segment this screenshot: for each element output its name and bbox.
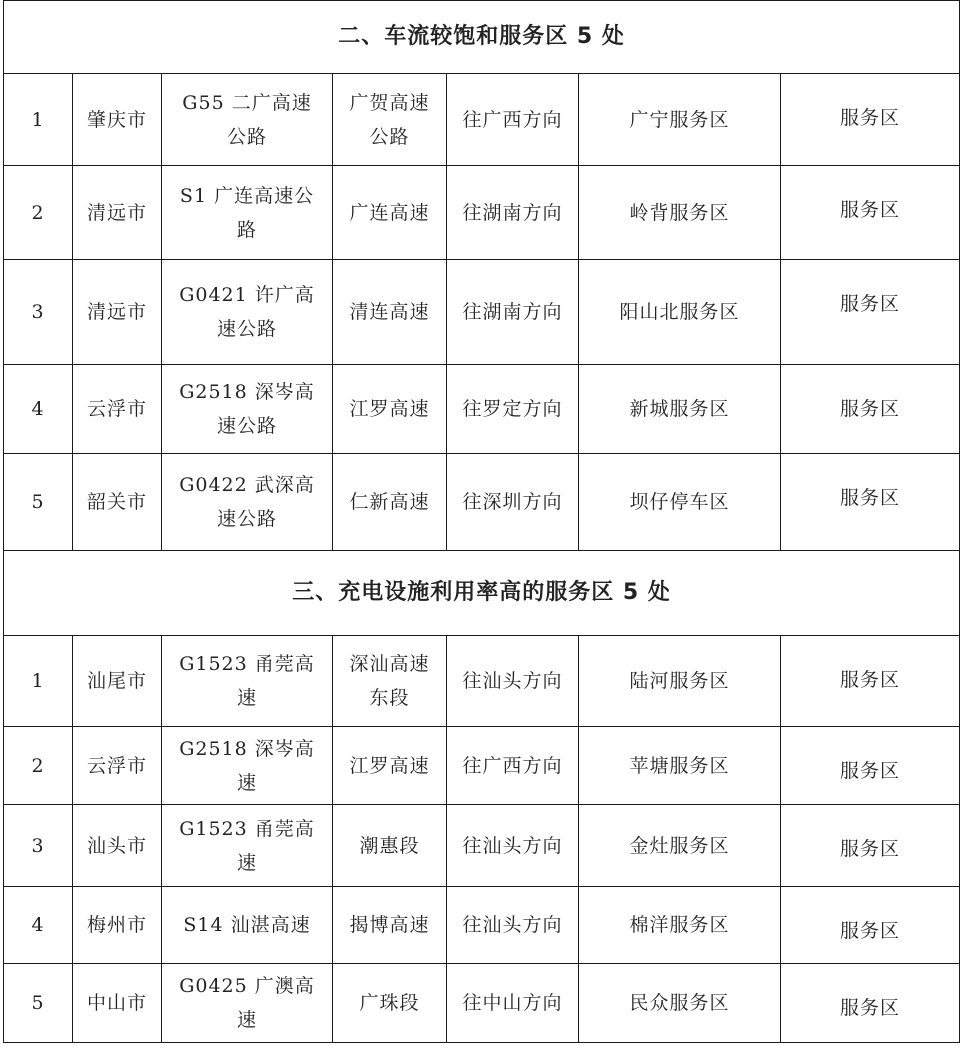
cell-no: 2 (4, 727, 73, 805)
cell-type: 服务区 (781, 365, 960, 454)
cell-type: 服务区 (781, 74, 960, 166)
cell-type: 服务区 (781, 887, 960, 964)
cell-road-text: S14 汕湛高速 (183, 914, 311, 936)
cell-city: 肇庆市 (73, 74, 162, 166)
cell-city: 梅州市 (73, 887, 162, 964)
cell-segment-text: 江罗高速 (349, 754, 430, 777)
section-title: 三、充电设施利用率高的服务区 5 处 (4, 551, 960, 636)
table-row (4, 260, 960, 365)
cell-segment (333, 805, 447, 887)
cell-road (162, 727, 333, 805)
table-row (4, 964, 960, 1043)
cell-city: 清远市 (73, 166, 162, 260)
cell-no: 1 (4, 74, 73, 166)
cell-area: 广宁服务区 (579, 74, 781, 166)
cell-segment (333, 166, 447, 260)
cell-segment (333, 727, 447, 805)
cell-segment (333, 887, 447, 964)
cell-road (162, 166, 333, 260)
cell-road-text: G2518 深岑高速 (179, 737, 315, 794)
cell-city: 中山市 (73, 964, 162, 1043)
cell-road (162, 887, 333, 964)
table-row (4, 727, 960, 805)
cell-direction: 往汕头方向 (447, 805, 579, 887)
cell-no: 3 (4, 805, 73, 887)
section-header-row (4, 551, 960, 636)
cell-road (162, 365, 333, 454)
cell-road-text: G2518 深岑高速公路 (179, 381, 315, 437)
cell-type: 服务区 (781, 454, 960, 551)
table-row (4, 166, 960, 260)
cell-direction: 往罗定方向 (447, 365, 579, 454)
cell-road-text: G1523 甬莞高速 (179, 817, 315, 874)
cell-road (162, 454, 333, 551)
cell-road-text: G1523 甬莞高速 (179, 653, 315, 709)
cell-segment-text: 揭博高速 (349, 914, 430, 936)
cell-segment-text: 深汕高速东段 (349, 653, 430, 709)
cell-segment (333, 260, 447, 365)
cell-direction: 往中山方向 (447, 964, 579, 1043)
cell-area: 阳山北服务区 (579, 260, 781, 365)
cell-segment-text: 仁新高速 (349, 491, 430, 513)
cell-direction: 往汕头方向 (447, 636, 579, 727)
cell-segment (333, 964, 447, 1043)
cell-direction: 往广西方向 (447, 727, 579, 805)
cell-road (162, 964, 333, 1043)
cell-direction: 往汕头方向 (447, 887, 579, 964)
cell-area: 坝仔停车区 (579, 454, 781, 551)
table-row (4, 454, 960, 551)
cell-road (162, 260, 333, 365)
cell-city: 清远市 (73, 260, 162, 365)
cell-no: 1 (4, 636, 73, 727)
cell-road-text: G0425 广澳高速 (179, 975, 315, 1031)
table-row (4, 365, 960, 454)
cell-city: 汕尾市 (73, 636, 162, 727)
cell-direction: 往广西方向 (447, 74, 579, 166)
table-row (4, 887, 960, 964)
cell-segment-text: 江罗高速 (349, 398, 430, 420)
cell-segment-text: 广贺高速公路 (349, 91, 430, 148)
cell-segment (333, 74, 447, 166)
cell-road (162, 805, 333, 887)
cell-area: 棉洋服务区 (579, 887, 781, 964)
cell-road-text: G55 二广高速公路 (182, 91, 312, 148)
cell-segment-text: 潮惠段 (359, 834, 420, 857)
cell-segment (333, 454, 447, 551)
cell-area: 岭背服务区 (579, 166, 781, 260)
cell-no: 4 (4, 887, 73, 964)
cell-road (162, 636, 333, 727)
table-row (4, 805, 960, 887)
cell-no: 3 (4, 260, 73, 365)
section-header-row (4, 1, 960, 74)
cell-area: 苹塘服务区 (579, 727, 781, 805)
cell-city: 韶关市 (73, 454, 162, 551)
section-title: 二、车流较饱和服务区 5 处 (4, 1, 960, 74)
cell-segment-text: 广连高速 (349, 201, 430, 224)
cell-segment-text: 广珠段 (359, 992, 420, 1014)
cell-type: 服务区 (781, 964, 960, 1043)
table-body (4, 1, 960, 1043)
cell-area: 金灶服务区 (579, 805, 781, 887)
cell-city: 云浮市 (73, 365, 162, 454)
cell-type: 服务区 (781, 805, 960, 887)
cell-no: 5 (4, 964, 73, 1043)
cell-area: 新城服务区 (579, 365, 781, 454)
table-row (4, 636, 960, 727)
cell-road-text: S1 广连高速公路 (179, 184, 315, 241)
cell-type: 服务区 (781, 260, 960, 365)
cell-city: 云浮市 (73, 727, 162, 805)
service-area-table (3, 0, 960, 1043)
cell-direction: 往湖南方向 (447, 260, 579, 365)
cell-no: 2 (4, 166, 73, 260)
cell-direction: 往湖南方向 (447, 166, 579, 260)
cell-segment (333, 365, 447, 454)
cell-segment-text: 清连高速 (349, 301, 430, 323)
cell-segment (333, 636, 447, 727)
cell-type: 服务区 (781, 727, 960, 805)
cell-no: 5 (4, 454, 73, 551)
cell-area: 陆河服务区 (579, 636, 781, 727)
cell-road (162, 74, 333, 166)
table-row (4, 74, 960, 166)
cell-no: 4 (4, 365, 73, 454)
cell-type: 服务区 (781, 636, 960, 727)
cell-direction: 往深圳方向 (447, 454, 579, 551)
cell-area: 民众服务区 (579, 964, 781, 1043)
cell-city: 汕头市 (73, 805, 162, 887)
cell-road-text: G0421 许广高速公路 (179, 284, 315, 340)
cell-road-text: G0422 武深高速公路 (179, 474, 315, 530)
cell-type: 服务区 (781, 166, 960, 260)
